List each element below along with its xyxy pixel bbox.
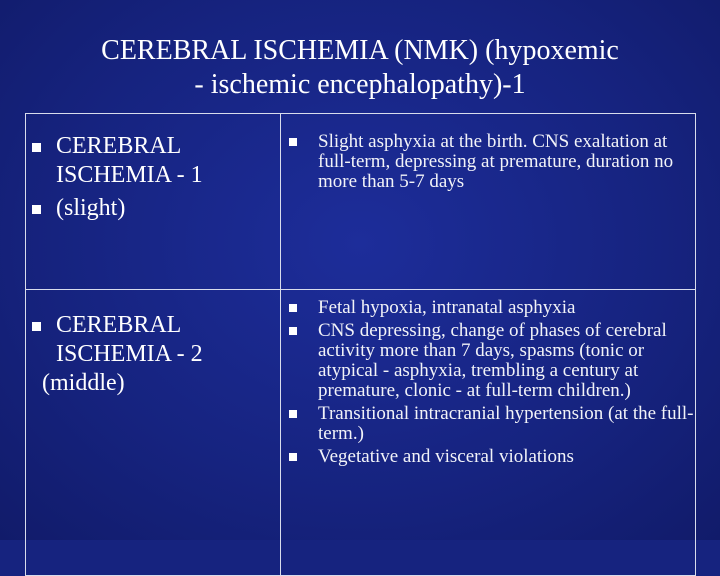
description-list xyxy=(289,132,693,192)
square-bullet-icon xyxy=(289,304,297,312)
list-item xyxy=(32,194,280,223)
description-cell xyxy=(281,114,696,290)
square-bullet-icon xyxy=(289,327,297,335)
slide-title xyxy=(20,34,700,102)
list-item xyxy=(26,311,280,369)
description-cell xyxy=(281,290,696,576)
square-bullet-icon xyxy=(289,410,297,418)
square-bullet-icon xyxy=(32,205,41,214)
square-bullet-icon xyxy=(32,322,41,331)
list-item xyxy=(289,321,695,401)
list-item xyxy=(289,404,695,444)
table-row xyxy=(26,114,696,290)
description-list xyxy=(289,298,695,467)
ischemia-table xyxy=(25,113,696,576)
square-bullet-icon xyxy=(289,453,297,461)
description-text: Fetal hypoxia, intranatal asphyxia xyxy=(318,297,576,318)
description-text: Transitional intracranial hypertension (at the full-term.) xyxy=(318,403,694,444)
description-text: CNS depressing, change of phases of cerebral activity more than 7 days, spasms (tonic or atypical - asphyxia, trembling a century at premature, clonic - at full-term children.) xyxy=(318,320,667,401)
severity-label: CEREBRAL ISCHEMIA - 2 xyxy=(56,312,203,367)
severity-cell xyxy=(26,114,281,290)
description-text: Vegetative and visceral violations xyxy=(318,446,574,467)
description-text: Slight asphyxia at the birth. CNS exaltation at full-term, depressing at premature, duration no more than 5-7 days xyxy=(318,131,674,192)
square-bullet-icon xyxy=(32,143,41,152)
severity-cell xyxy=(26,290,281,576)
severity-sub-label: (slight) xyxy=(56,195,126,221)
table-row xyxy=(26,290,696,576)
severity-list xyxy=(32,132,280,223)
list-item xyxy=(32,132,280,190)
severity-label: CEREBRAL ISCHEMIA - 1 xyxy=(56,133,203,188)
severity-sub-label: (middle) xyxy=(42,370,125,396)
list-item xyxy=(289,132,693,192)
square-bullet-icon xyxy=(289,138,297,146)
list-item xyxy=(289,447,695,467)
title-line-2: - ischemic encephalopathy)-1 xyxy=(194,69,526,100)
list-item xyxy=(289,298,695,318)
title-line-1: CEREBRAL ISCHEMIA (NMK) (hypoxemic xyxy=(101,35,619,66)
